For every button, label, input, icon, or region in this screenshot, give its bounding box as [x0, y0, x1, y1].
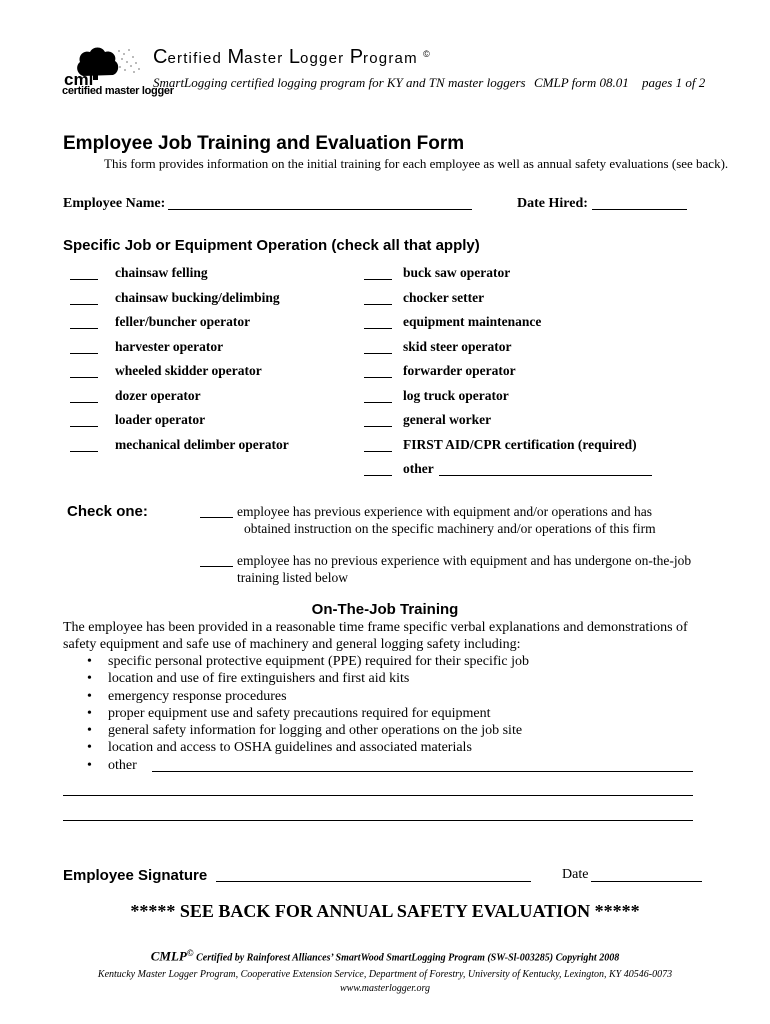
- job-label: loader operator: [115, 412, 206, 427]
- list-item: [83, 739, 529, 756]
- job-check-blank[interactable]: [70, 451, 98, 452]
- job-label: skid steer operator: [403, 339, 512, 354]
- job-check-blank[interactable]: [364, 328, 392, 329]
- check-one-option-1-blank[interactable]: [200, 517, 233, 518]
- footer-copyright-mark: ©: [186, 948, 194, 958]
- bullet-icon: •: [87, 654, 92, 669]
- job-check-blank[interactable]: [70, 402, 98, 403]
- employee-signature-label: Employee Signature: [63, 867, 208, 884]
- footer-certification-text: Certified by Rainforest Alliances’ SmartWood SmartLogging Program (SW-Sl-003285) Copyright 2008: [193, 952, 620, 964]
- list-item: [83, 705, 529, 722]
- job-check-blank[interactable]: [364, 475, 392, 476]
- job-check-blank[interactable]: [70, 353, 98, 354]
- program-title-initial-l: L: [288, 46, 300, 68]
- logo-text: cml: [64, 70, 94, 89]
- see-back-notice: ***** SEE BACK FOR ANNUAL SAFETY EVALUATION *****: [130, 901, 640, 921]
- program-title-initial-m: M: [227, 46, 245, 68]
- other-job-field[interactable]: [439, 475, 652, 476]
- employee-signature-field[interactable]: [216, 881, 531, 882]
- program-title: [153, 46, 431, 69]
- employee-name-label: Employee Name:: [63, 196, 166, 211]
- bullet-icon: •: [87, 688, 92, 704]
- job-label: dozer operator: [115, 388, 201, 403]
- ojt-intro: The employee has been provided in a reasonable time frame specific verbal explanations and demonstrations of safety equipment and safe use of machinery and general logging safety including:: [63, 620, 688, 652]
- job-label: other: [403, 461, 434, 476]
- footer-cmlp: CMLP: [150, 948, 187, 964]
- job-check-blank[interactable]: [364, 377, 392, 378]
- other-training-field-line-2[interactable]: [63, 795, 693, 796]
- list-item-text: location and use of fire extinguishers and first aid kits: [108, 671, 410, 687]
- bullet-icon: •: [87, 757, 92, 773]
- list-item: [83, 688, 529, 705]
- job-label: buck saw operator: [403, 265, 511, 280]
- logo-caption: certified master logger: [62, 85, 174, 97]
- job-label: forwarder operator: [403, 363, 516, 378]
- list-item: [83, 722, 529, 739]
- job-check-blank[interactable]: [364, 304, 392, 305]
- job-check-blank[interactable]: [70, 279, 98, 280]
- job-label: feller/buncher operator: [115, 314, 251, 329]
- check-one-option-2-blank[interactable]: [200, 566, 233, 567]
- page-count: pages 1 of 2: [642, 75, 706, 90]
- form-title: Employee Job Training and Evaluation Form: [63, 133, 465, 154]
- job-check-blank[interactable]: [364, 402, 392, 403]
- job-check-blank[interactable]: [364, 353, 392, 354]
- job-label: FIRST AID/CPR certification (required): [403, 437, 637, 452]
- program-title-initial-c: C: [153, 46, 168, 68]
- program-title-initial-p: P: [349, 46, 364, 68]
- other-training-field-line-3[interactable]: [63, 820, 693, 821]
- check-one-option-2-line-1: employee has no previous experience with equipment and has undergone on-the-job: [237, 553, 692, 568]
- ojt-title: On-The-Job Training: [311, 601, 459, 618]
- job-label: chainsaw bucking/delimbing: [115, 290, 280, 305]
- job-label: log truck operator: [403, 388, 509, 403]
- signature-date-label: Date: [562, 867, 589, 882]
- list-item-text: specific personal protective equipment (PPE) required for their specific job: [108, 654, 530, 669]
- job-label: chocker setter: [403, 290, 485, 305]
- bullet-icon: •: [87, 740, 92, 756]
- job-check-blank[interactable]: [70, 328, 98, 329]
- footer-address: Kentucky Master Logger Program, Cooperative Extension Service, Department of Forestry, University of Kentucky, Lexington, KY 40546-0073: [97, 969, 673, 980]
- check-one-option-1-line-1: employee has previous experience with equipment and/or operations and has: [237, 504, 652, 519]
- program-title-rest-2: aster: [244, 50, 289, 67]
- list-item-text: proper equipment use and safety precautions required for equipment: [108, 705, 491, 721]
- job-check-blank[interactable]: [364, 426, 392, 427]
- form-description: This form provides information on the initial training for each employee as well as annual safety evaluations (see back).: [104, 156, 729, 171]
- list-item: [83, 653, 529, 670]
- program-title-rest-4: rogram: [363, 50, 418, 67]
- program-title-rest-3: ogger: [299, 50, 350, 67]
- job-label: harvester operator: [115, 339, 224, 354]
- list-item: [83, 670, 529, 687]
- check-one-option-2-line-2: training listed below: [237, 570, 348, 585]
- header-subtitle: SmartLogging certified logging program for KY and TN master loggers: [153, 75, 526, 90]
- date-hired-field[interactable]: [592, 209, 687, 210]
- job-section-title: Specific Job or Equipment Operation (check all that apply): [63, 237, 480, 254]
- footer-website: www.masterlogger.org: [339, 983, 430, 994]
- job-check-blank[interactable]: [364, 451, 392, 452]
- bullet-icon: •: [87, 705, 92, 721]
- job-label: chainsaw felling: [115, 265, 208, 280]
- employee-name-field[interactable]: [168, 209, 472, 210]
- date-hired-label: Date Hired:: [517, 196, 588, 211]
- list-item-text: location and access to OSHA guidelines and associated materials: [108, 740, 472, 756]
- ojt-list: [83, 653, 529, 774]
- job-label: wheeled skidder operator: [115, 363, 262, 378]
- program-title-rest-1: ertified: [167, 50, 228, 67]
- form-number: CMLP form 08.01: [534, 75, 629, 90]
- job-check-blank[interactable]: [70, 426, 98, 427]
- check-one-option-1-line-2: obtained instruction on the specific machinery and/or operations of this firm: [244, 521, 656, 536]
- check-one-label: Check one:: [67, 503, 148, 520]
- other-training-field[interactable]: [152, 771, 693, 772]
- footer-certification: [0, 948, 770, 964]
- job-label: general worker: [403, 412, 492, 427]
- job-check-blank[interactable]: [364, 279, 392, 280]
- bullet-icon: •: [87, 723, 92, 739]
- signature-date-field[interactable]: [591, 881, 702, 882]
- list-item-text: emergency response procedures: [108, 688, 287, 704]
- bullet-icon: •: [87, 671, 92, 687]
- job-check-blank[interactable]: [70, 304, 98, 305]
- copyright-mark: ©: [423, 49, 431, 59]
- job-check-blank[interactable]: [70, 377, 98, 378]
- list-item-text: other: [108, 757, 137, 773]
- list-item-text: general safety information for logging and other operations on the job site: [108, 723, 523, 739]
- job-label: mechanical delimber operator: [115, 437, 289, 452]
- job-label: equipment maintenance: [403, 314, 542, 329]
